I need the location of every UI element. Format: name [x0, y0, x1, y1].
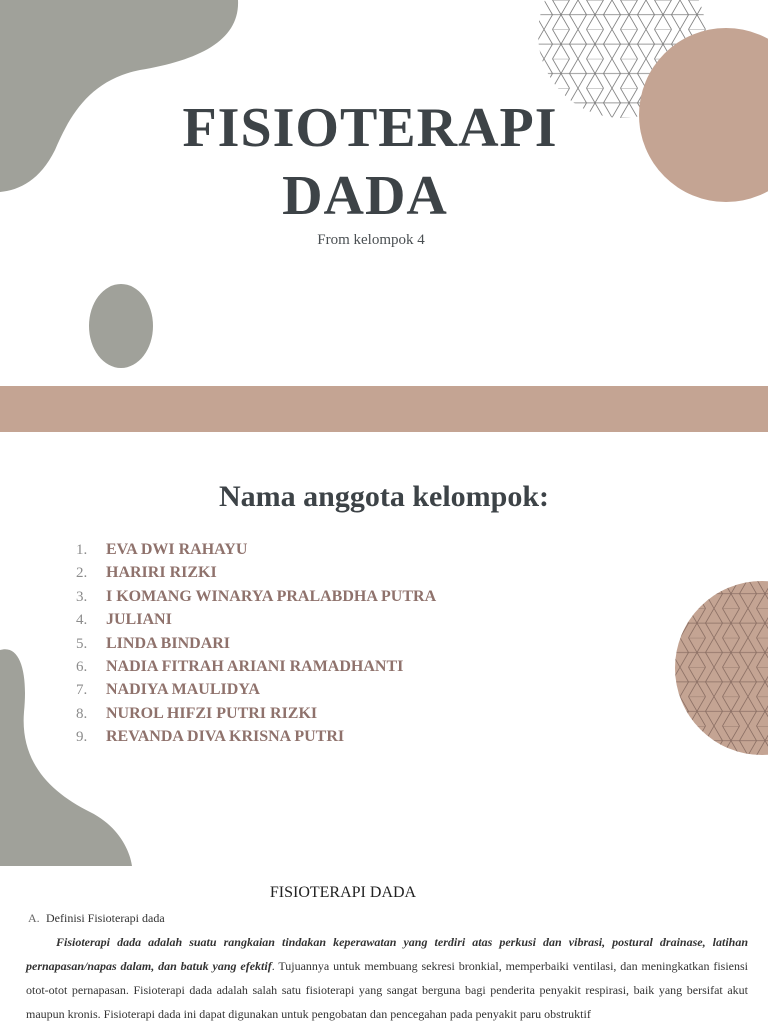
list-number: 4.	[76, 612, 88, 629]
list-item	[70, 561, 436, 584]
list-item	[70, 678, 436, 701]
section-title: Definisi Fisioterapi dada	[46, 911, 165, 925]
list-item	[70, 632, 436, 655]
member-name: LINDA BINDARI	[106, 634, 231, 652]
list-number: 2.	[76, 565, 88, 582]
hex-pattern-right	[670, 572, 768, 772]
member-name: HARIRI RIZKI	[106, 564, 217, 582]
list-item	[70, 655, 436, 678]
paragraph-emphasis: Fisioterapi dada adalah suatu rangkaian tindakan keperawatan yang terdiri atas perkusi dan vibrasi, postural drainase, latihan pernapasan/napas dalam, dan batuk yang efektif	[26, 935, 748, 973]
section-heading	[28, 911, 165, 926]
list-number: 3.	[76, 588, 88, 605]
member-name: REVANDA DIVA KRISNA PUTRI	[106, 728, 345, 746]
document-page	[0, 866, 768, 1024]
gray-blob-top-left	[0, 0, 238, 192]
list-number: 1.	[76, 542, 88, 558]
member-name: NADIA FITRAH ARIANI RAMADHANTI	[106, 657, 404, 675]
member-name: NADIYA MAULIDYA	[106, 681, 260, 699]
section-label: A.	[28, 911, 40, 925]
divider-band	[0, 386, 768, 432]
member-name: I KOMANG WINARYA PRALABDHA PUTRA	[106, 587, 437, 605]
slide-title-line2: DADA	[282, 165, 448, 227]
member-name: NUROL HIFZI PUTRI RIZKI	[106, 704, 318, 722]
gray-oval	[89, 284, 153, 368]
slide-subtitle: From kelompok 4	[317, 232, 425, 248]
list-number: 8.	[76, 705, 88, 722]
member-name: JULIANI	[106, 611, 172, 629]
slide-title-line1: FISIOTERAPI	[182, 97, 558, 159]
list-item	[70, 702, 436, 725]
title-slide	[0, 0, 768, 386]
list-number: 7.	[76, 682, 88, 699]
list-number: 5.	[76, 635, 88, 652]
paragraph-body: . Tujuannya untuk membuang sekresi bronkial, memperbaiki ventilasi, dan meningkatkan fisiensi otot-otot pernapasan. Fisioterapi dada adalah salah satu fisioterapi yang sangat berguna bagi penderita penyakit respirasi, baik yang bersifat akut maupun kronis. Fisioterapi dada ini dapat digunakan untuk pengobatan dan pencegahan pada penyakit paru obstruktif	[26, 959, 748, 1021]
list-number: 9.	[76, 729, 88, 746]
member-list	[70, 538, 436, 749]
list-item	[70, 725, 436, 748]
members-slide	[0, 432, 768, 866]
members-heading: Nama anggota kelompok:	[218, 480, 549, 513]
list-item	[70, 585, 436, 608]
list-number: 6.	[76, 658, 88, 675]
definition-paragraph	[26, 930, 748, 1024]
list-item	[70, 538, 436, 561]
member-name: EVA DWI RAHAYU	[106, 541, 248, 558]
document-title: FISIOTERAPI DADA	[269, 884, 417, 901]
list-item	[70, 608, 436, 631]
